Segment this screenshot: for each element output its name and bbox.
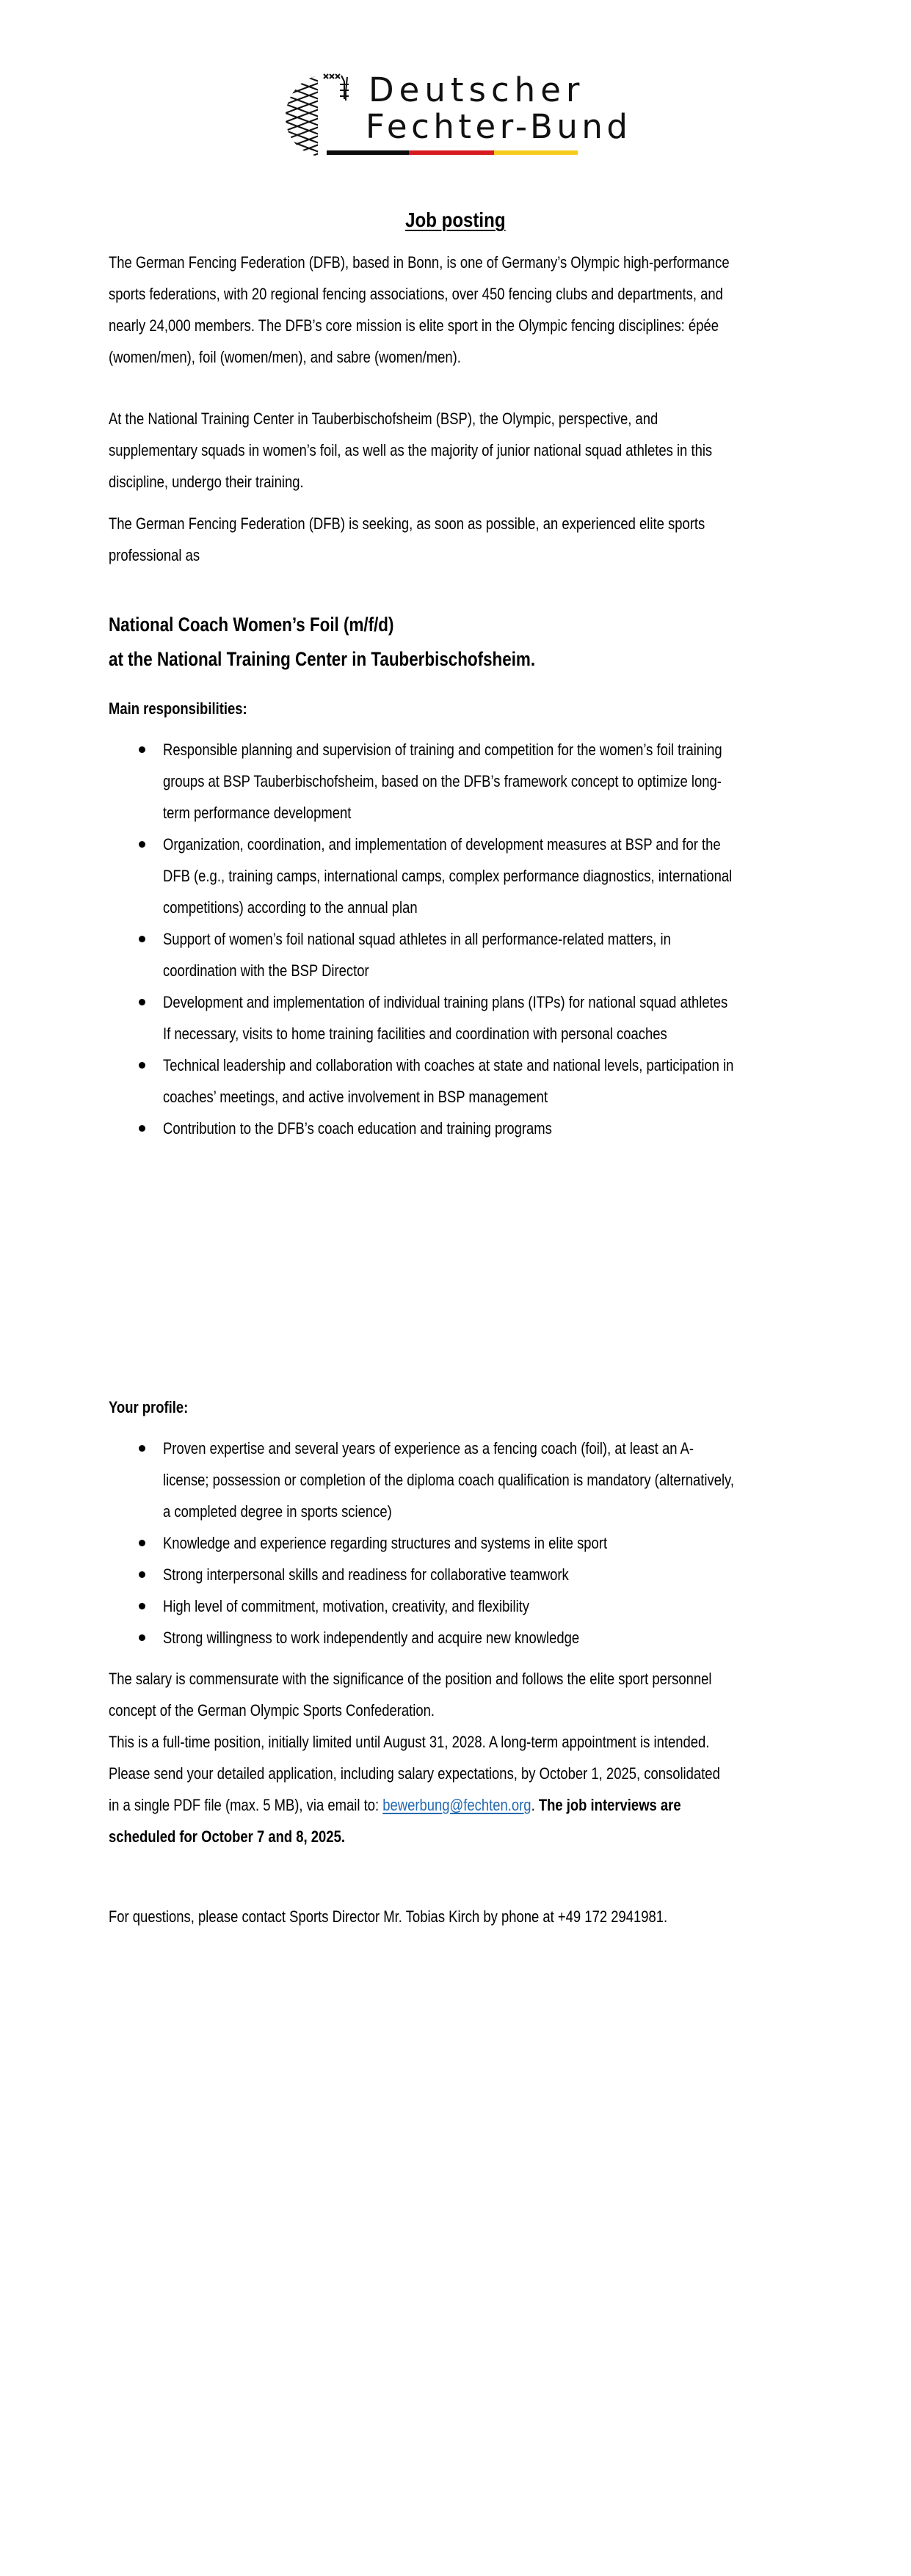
text-line: At the National Training Center in Tauberbischofsheim (BSP), the Olympic, perspective, and <box>109 410 658 428</box>
text-line: Contribution to the DFB’s coach education and training programs <box>163 1119 552 1138</box>
text-line: license; possession or completion of the diploma coach qualification is mandatory (alternatively, <box>163 1471 735 1489</box>
text-line: This is a full-time position, initially limited until August 31, 2028. A long-term appointment is intended. <box>109 1733 710 1751</box>
text-line: DFB (e.g., training camps, international camps, complex performance diagnostics, international <box>163 867 733 885</box>
text-line: If necessary, visits to home training facilities and coordination with personal coaches <box>163 1025 667 1043</box>
text-line: The German Fencing Federation (DFB) is seeking, as soon as possible, an experienced elite sports <box>109 514 705 533</box>
text-line: (women/men), foil (women/men), and sabre (women/men). <box>109 348 461 366</box>
text-line: Technical leadership and collaboration with coaches at state and national levels, participation in <box>163 1056 734 1074</box>
text-line: a completed degree in sports science) <box>163 1502 392 1521</box>
text-line: Strong interpersonal skills and readiness for collaborative teamwork <box>163 1565 569 1584</box>
apply-text: in a single PDF file (max. 5 MB), via email to: <box>109 1796 383 1814</box>
text-line: coordination with the BSP Director <box>163 961 369 980</box>
interview-dates-text: scheduled for October 7 and 8, 2025. <box>109 1827 345 1846</box>
text-line: Responsible planning and supervision of training and competition for the women’s foil training <box>163 741 722 759</box>
closing-paragraph <box>109 1663 911 1852</box>
intro-paragraph-training-center <box>109 403 911 498</box>
text-line: Proven expertise and several years of experience as a fencing coach (foil), at least an A- <box>163 1439 694 1458</box>
bullet-icon <box>139 1540 145 1546</box>
text-line: concept of the German Olympic Sports Confederation. <box>109 1701 435 1720</box>
section-heading: Your profile: <box>109 1398 189 1416</box>
bullet-icon <box>139 999 145 1005</box>
list-item <box>109 923 911 986</box>
flag-bar-red <box>409 150 494 155</box>
position-location: at the National Training Center in Tauberbischofsheim. <box>109 648 536 670</box>
list-item <box>109 1049 911 1113</box>
page-title <box>0 208 911 233</box>
intro-paragraph-federation <box>109 247 911 373</box>
bullet-icon <box>139 746 145 753</box>
page-title-text: Job posting <box>405 208 506 231</box>
list-item <box>109 1590 911 1622</box>
text-line: Development and implementation of individual training plans (ITPs) for national squad athletes <box>163 993 728 1011</box>
bullet-icon <box>139 936 145 942</box>
flag-color-bar <box>327 150 578 155</box>
list-item <box>109 734 911 829</box>
text-line: groups at BSP Tauberbischofsheim, based on the DFB’s framework concept to optimize long- <box>163 772 722 790</box>
text-line: Organization, coordination, and implementation of development measures at BSP and for the <box>163 835 721 854</box>
list-item <box>109 1433 911 1527</box>
list-item <box>109 829 911 923</box>
bullet-icon <box>139 1603 145 1609</box>
bullet-icon <box>139 1062 145 1069</box>
contact-paragraph <box>109 1901 911 1932</box>
position-title: National Coach Women’s Foil (m/f/d) <box>109 614 394 636</box>
profile-heading <box>109 1391 911 1423</box>
bullet-icon <box>139 1125 145 1132</box>
text-line: supplementary squads in women’s foil, as well as the majority of junior national squad athletes in this <box>109 441 713 459</box>
bullet-icon <box>139 1571 145 1578</box>
list-item <box>109 1559 911 1590</box>
text-line: term performance development <box>163 804 352 822</box>
text-line <box>109 1789 771 1821</box>
contact-text: For questions, please contact Sports Director Mr. Tobias Kirch by phone at +49 172 2941981. <box>109 1907 668 1926</box>
text-line: Support of women’s foil national squad athletes in all performance-related matters, in <box>163 930 671 948</box>
email-link[interactable]: bewerbung@fechten.org <box>382 1796 531 1814</box>
intro-paragraph-seeking <box>109 508 911 571</box>
text-line: professional as <box>109 546 200 564</box>
profile-list <box>109 1433 911 1653</box>
text-line: coaches’ meetings, and active involvement in BSP management <box>163 1088 548 1106</box>
text-line: competitions) according to the annual plan <box>163 898 418 917</box>
section-heading: Main responsibilities: <box>109 699 247 718</box>
text-line: Strong willingness to work independently and acquire new knowledge <box>163 1629 580 1647</box>
logo-line-deutscher: Deutscher <box>369 70 585 109</box>
list-item <box>109 1527 911 1559</box>
bullet-icon <box>139 1445 145 1452</box>
list-item <box>109 1622 911 1653</box>
interview-dates-text: The job interviews are <box>534 1796 681 1814</box>
responsibilities-list <box>109 734 911 1144</box>
position-heading <box>109 608 911 677</box>
list-item <box>109 986 911 1049</box>
flag-bar-gold <box>494 150 578 155</box>
text-line: The salary is commensurate with the significance of the position and follows the elite sport personnel <box>109 1670 712 1688</box>
flag-bar-black <box>327 150 409 155</box>
text-line: Please send your detailed application, including salary expectations, by October 1, 2025, consolidated <box>109 1764 720 1783</box>
text-line: Knowledge and experience regarding structures and systems in elite sport <box>163 1534 608 1552</box>
bullet-icon <box>139 841 145 848</box>
fencing-mask-icon <box>283 70 356 158</box>
text-line: discipline, undergo their training. <box>109 473 304 491</box>
responsibilities-heading <box>109 693 911 724</box>
list-item <box>109 1113 911 1144</box>
bullet-icon <box>139 1634 145 1641</box>
text-line: High level of commitment, motivation, creativity, and flexibility <box>163 1597 530 1615</box>
text-line: nearly 24,000 members. The DFB’s core mission is elite sport in the Olympic fencing disciplines: épée <box>109 316 719 335</box>
text-line: sports federations, with 20 regional fencing associations, over 450 fencing clubs and departments, and <box>109 285 723 303</box>
logo-line-fechter-bund: Fechter-Bund <box>366 107 632 146</box>
apply-text-suffix: . <box>531 1796 535 1814</box>
dfb-logo <box>283 70 632 161</box>
text-line: The German Fencing Federation (DFB), based in Bonn, is one of Germany’s Olympic high-performance <box>109 253 730 272</box>
